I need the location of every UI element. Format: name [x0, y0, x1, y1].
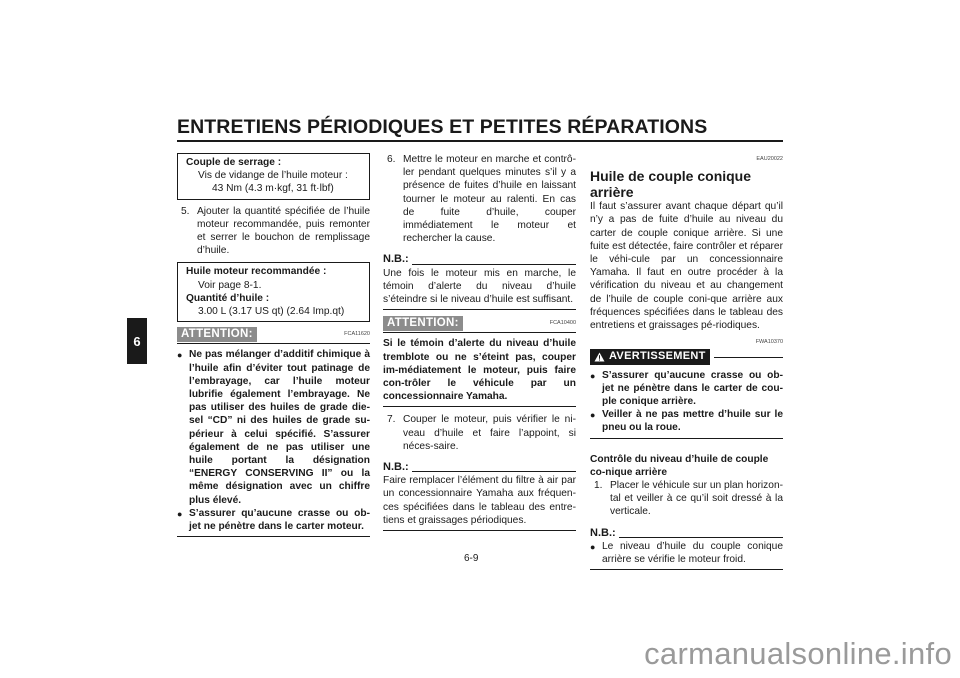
title-rule	[177, 140, 783, 142]
nb-bullet	[590, 540, 783, 566]
step-text: Ajouter la quantité spécifiée de l’huile moteur recommandée, puis remonter et serrer le bouchon de remplissage d’huile.	[197, 205, 370, 257]
torque-value: 43 Nm (4.3 m·kgf, 31 ft·lbf)	[212, 183, 334, 195]
chapter-tab: 6	[127, 318, 147, 364]
page-number: 6-9	[464, 553, 479, 564]
caution-bullet	[177, 348, 370, 506]
nb-label: N.B.:	[383, 253, 409, 266]
caution-bullet	[177, 507, 370, 533]
nb-text: Une fois le moteur mis en marche, le témoin d’alerte du niveau d’huile s’éteindre si le niveau d’huile est suffisant.	[383, 267, 576, 306]
oil-rec-label: Huile moteur recommandée :	[186, 266, 327, 278]
caution-label: ATTENTION:	[383, 316, 463, 331]
warning-bullet	[590, 408, 783, 434]
bullet-icon: ●	[590, 370, 596, 381]
caution-divider	[177, 343, 370, 344]
column-3	[590, 153, 783, 576]
bullet-icon: ●	[590, 410, 596, 421]
torque-spec-box	[177, 153, 370, 200]
bullet-text: Le niveau d’huile du couple conique arrière se vérifie le moteur froid.	[602, 540, 783, 566]
nb-header	[590, 527, 783, 540]
caution-divider	[383, 332, 576, 333]
section-heading: Huile de couple conique arrière	[590, 168, 752, 201]
step-number: 6.	[387, 154, 396, 165]
nb-label: N.B.:	[590, 526, 616, 539]
step-number: 1.	[594, 480, 603, 492]
nb-line	[412, 264, 576, 265]
subsection-heading: Contrôle du niveau d’huile de couple co-nique arrière	[590, 453, 769, 478]
oil-qty-value: 3.00 L (3.17 US qt) (2.64 Imp.qt)	[198, 306, 345, 318]
section-code: EAU20022	[756, 156, 783, 162]
warning-label-box	[590, 349, 710, 364]
bullet-text: Veiller à ne pas mettre d’huile sur le pneu ou la roue.	[602, 409, 783, 434]
page-title: ENTRETIENS PÉRIODIQUES ET PETITES RÉPARATIONS	[177, 116, 708, 138]
oil-rec-value: Voir page 8-1.	[198, 279, 262, 291]
watermark: carmanualsonline.info	[644, 636, 952, 671]
caution-code: FCA11620	[344, 331, 370, 338]
step-7	[383, 413, 576, 453]
caution-code: FCA10400	[549, 320, 576, 327]
warning-label: AVERTISSEMENT	[609, 350, 706, 363]
step-6	[383, 153, 576, 245]
step-number: 5.	[181, 205, 190, 217]
caution-header	[383, 316, 576, 331]
warning-end-rule	[590, 438, 783, 439]
caution-end-rule	[383, 406, 576, 407]
nb-end-rule	[590, 569, 783, 570]
column-2	[383, 153, 576, 537]
nb-header	[383, 253, 576, 266]
nb-text: Faire remplacer l’élément du filtre à air par un concessionnaire Yamaha aux fréquen-ces spécifiées dans le tableau des entre-tiens et graissages périodiques.	[383, 475, 576, 526]
warning-triangle-icon	[594, 352, 605, 362]
caution-text: Si le témoin d’alerte du niveau d’huile tremblote ou ne s’éteint pas, couper im-médiatement le moteur, puis faire con-trôler le véhicule par un concessionnaire Yamaha.	[383, 338, 576, 403]
warning-header	[590, 349, 783, 364]
caution-header	[177, 327, 370, 342]
step-text: Mettre le moteur en marche et contrô-ler pendant quelques minutes s’il y a présence de fuites d’huile en laissant tourner le moteur au ralenti. En cas de fuite d’huile, couper immédiatement le moteur et rechercher la cause.	[403, 154, 576, 245]
warning-bullet	[590, 369, 783, 409]
step-1	[590, 479, 783, 519]
bullet-text: S’assurer qu’aucune crasse ou ob-jet ne pénètre dans le carter moteur.	[189, 507, 370, 533]
step-5	[177, 205, 370, 258]
bullet-text: Ne pas mélanger d’additif chimique à l’huile afin d’éviter tout patinage de l’embrayage, car l’huile moteur lubrifie également l’embrayage. Ne pas utiliser des huiles de grade die-sel “CD” ni des huiles de grade su-périeur à celui spécifié. S’assurer également de ne pas utiliser une huile portant la désignation “ENERGY CONSERVING II” ou la même désignation avec un chiffre plus élevé.	[189, 349, 370, 506]
caution-end-rule	[177, 536, 370, 537]
step-text: Placer le véhicule sur un plan horizon-tal et veiller à ce qu’il soit dressé à la verticale.	[610, 480, 783, 518]
torque-item: Vis de vidange de l’huile moteur :	[198, 170, 348, 182]
nb-line	[412, 471, 576, 472]
step-number: 7.	[387, 414, 396, 426]
nb-header	[383, 461, 576, 474]
bullet-text: S’assurer qu’aucune crasse ou ob-jet ne pénètre dans le carter de cou-ple conique arrière.	[602, 369, 783, 408]
nb-end-rule	[383, 309, 576, 310]
section-intro: Il faut s’assurer avant chaque départ qu’il n’y a pas de fuite d’huile au niveau du carter de couple conique arrière. Si une fuite est détectée, faire contrôler et réparer le véhi-cule par un concessionnaire Yamaha. Il faut en outre procéder à la vérification du niveau et au changement de l’huile de couple coni-que arrière aux fréquences spécifiées dans le tableau des entretiens et graissages pé-riodiques.	[590, 201, 783, 332]
bullet-icon: ●	[177, 508, 183, 519]
oil-qty-label: Quantité d’huile :	[186, 292, 270, 304]
column-1	[177, 153, 370, 543]
nb-end-rule	[383, 530, 576, 531]
oil-spec-box	[177, 262, 370, 322]
bullet-icon: ●	[590, 541, 596, 552]
bullet-icon: ●	[177, 350, 183, 361]
torque-label: Couple de serrage :	[186, 157, 282, 168]
nb-label: N.B.:	[383, 461, 409, 474]
caution-label: ATTENTION:	[177, 327, 257, 342]
step-text: Couper le moteur, puis vérifier le ni-veau d’huile et faire l’appoint, si néces-saire.	[403, 414, 576, 452]
nb-line	[619, 537, 783, 538]
warning-code: FWA10370	[755, 339, 783, 346]
